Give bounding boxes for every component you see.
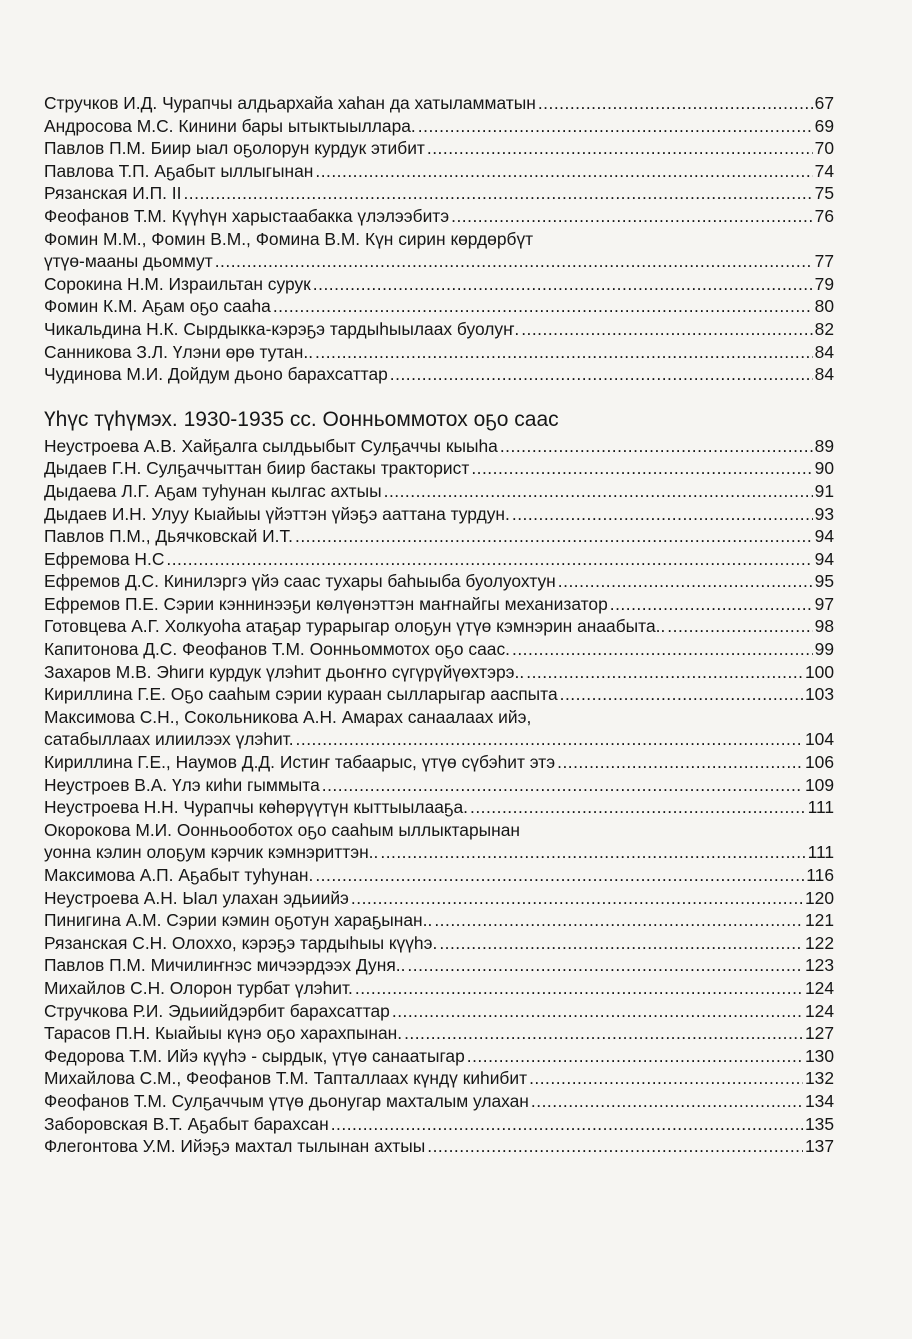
toc-entry-row: [44, 977, 834, 1000]
toc-entry-row: [44, 115, 834, 138]
leader-dots: [315, 864, 804, 887]
leader-dots: [427, 1135, 803, 1158]
leader-dots: [380, 841, 805, 864]
toc-entry-row: [44, 137, 834, 160]
toc-entry: [44, 977, 834, 1000]
page-number: 109: [804, 774, 834, 795]
toc-entry: [44, 774, 834, 797]
toc-entry-row: [44, 480, 834, 503]
toc-entry: [44, 864, 834, 887]
toc-entry: [44, 182, 834, 205]
toc-entry-title: Павлов П.М. Биир ыал оҕолорун курдук этибит: [44, 138, 425, 159]
toc-entry-row: [44, 661, 834, 684]
toc-entry-row: [44, 864, 834, 887]
leader-dots: [296, 728, 803, 751]
toc-entry-title: Федорова Т.М. Ийэ күүһэ - сырдык, үтүө санаатыгар: [44, 1045, 465, 1066]
toc-entry: [44, 457, 834, 480]
toc-entry: [44, 1022, 834, 1045]
leader-dots: [558, 570, 813, 593]
toc-entry-title: Кириллина Г.Е. Оҕо сааһым сэрии кураан сылларыгар ааспыта: [44, 684, 558, 705]
leader-dots: [183, 182, 812, 205]
leader-dots: [384, 480, 813, 503]
toc-entry: [44, 932, 834, 955]
page-number: 90: [814, 458, 834, 479]
toc-entry-row: [44, 318, 834, 341]
leader-dots: [427, 137, 813, 160]
page-number: 97: [814, 593, 834, 614]
toc-entry: [44, 273, 834, 296]
leader-dots: [557, 751, 803, 774]
toc-entry-row: [44, 435, 834, 458]
leader-dots: [390, 363, 813, 386]
page-number: 82: [814, 318, 834, 339]
page-number: 84: [814, 364, 834, 385]
toc-entry-title: Рязанская И.П. II: [44, 183, 182, 204]
section-heading: Үһүс түһүмэх. 1930-1935 сс. Оонньоммотох оҕо саас: [44, 407, 559, 431]
toc-entry-row: [44, 774, 834, 797]
page-number: 121: [804, 910, 834, 931]
toc-entry: [44, 683, 834, 706]
toc-entry: [44, 205, 834, 228]
leader-dots: [560, 683, 803, 706]
leader-dots: [434, 909, 803, 932]
page-number: 124: [804, 1000, 834, 1021]
toc-entry-title: Готовцева А.Г. Холкуоһа атаҕар турарыгар олоҕун үтүө кэмнэрин анаабыта..: [44, 616, 666, 637]
toc-entry: [44, 295, 834, 318]
toc-entry-row: [44, 205, 834, 228]
page-number: 98: [814, 616, 834, 637]
page-number: 75: [814, 183, 834, 204]
toc-group-first: [44, 92, 834, 386]
toc-entry-row: [44, 363, 834, 386]
toc-entry-title: Михайлова С.М., Феофанов Т.М. Тапталлаах күндү киһибит: [44, 1068, 528, 1089]
toc-entry-row: [44, 887, 834, 910]
leader-dots: [451, 205, 813, 228]
toc-entry-title: Кириллина Г.Е., Наумов Д.Д. Истиҥ табаарыс, үтүө сүбэһит этэ: [44, 752, 556, 773]
page-number: 132: [804, 1068, 834, 1089]
toc-entry-title: Неустроева Н.Н. Чурапчы көһөрүүтүн кыттыылааҕа.: [44, 797, 468, 818]
toc-entry-title: Фомин К.М. Аҕам оҕо сааһа: [44, 296, 271, 317]
page-number: 91: [814, 480, 834, 501]
leader-dots: [512, 503, 813, 526]
toc-entry-title: Дыдаев Г.Н. Сулҕаччыттан биир бастакы тракторист: [44, 458, 470, 479]
page-number: 80: [814, 296, 834, 317]
toc-entry-row: [44, 503, 834, 526]
toc-entry-title: Дыдаев И.Н. Улуу Кыайыы үйэттэн үйэҕэ ааттана турдун.: [44, 503, 510, 524]
toc-entry-title: Стручков И.Д. Чурапчы алдьархайа хаһан да хатыламматын: [44, 93, 536, 113]
toc-entry-title: Сорокина Н.М. Израильтан сурук: [44, 273, 311, 294]
toc-entry-title: Михайлов С.Н. Олорон турбат үлэһит.: [44, 977, 353, 998]
toc-entry: [44, 887, 834, 910]
toc-entry: [44, 480, 834, 503]
leader-dots: [215, 250, 813, 273]
page-number: 84: [814, 341, 834, 362]
toc-entry: [44, 525, 834, 548]
toc-entry-row: [44, 932, 834, 955]
toc-entry-row: [44, 638, 834, 661]
toc-entry-row: [44, 570, 834, 593]
page-number: 116: [806, 865, 834, 885]
page-number: 111: [807, 842, 834, 863]
toc-entry: [44, 435, 834, 458]
page-number: 79: [814, 273, 834, 294]
toc-entry-title: Ефремов Д.С. Кинилэргэ үйэ саас тухары баһыыба буолуохтун: [44, 571, 556, 592]
toc-entry-title: Неустроева А.В. Хайҕалга сылдьыбыт Сулҕаччы кыыһа: [44, 435, 498, 456]
toc-entry-row: [44, 728, 834, 751]
page-number: 111: [807, 797, 834, 818]
toc-entry-title: Тарасов П.Н. Кыайыы күнэ оҕо харахпынан.: [44, 1023, 403, 1044]
toc-entry-row: [44, 683, 834, 706]
toc-entry-title: Пинигина А.М. Сэрии кэмин оҕотун хараҕынан..: [44, 910, 433, 931]
toc-entry-row: [44, 1067, 834, 1090]
toc-entry-title: Феофанов Т.М. Күүһүн харыстаабакка үлэлээбитэ: [44, 205, 450, 226]
toc-entry-title: Андросова М.С. Кинини бары ытыктыыллара.: [44, 115, 416, 136]
page-number: 94: [814, 548, 834, 569]
toc-entry: [44, 1045, 834, 1068]
page-number: 67: [814, 93, 834, 113]
toc-entry: [44, 363, 834, 386]
page-number: 95: [814, 571, 834, 592]
page-number: 69: [814, 115, 834, 136]
toc-entry: [44, 1113, 834, 1136]
toc-entry: [44, 570, 834, 593]
toc-entry-title: Неустроев В.А. Үлэ киһи гыммыта: [44, 774, 320, 795]
toc-entry-title: сатабыллаах илиилээх үлэһит.: [44, 729, 294, 750]
toc-entry-row: [44, 1090, 834, 1113]
page-number: 124: [804, 977, 834, 998]
page-number: 120: [804, 887, 834, 908]
toc-entry-row: [44, 182, 834, 205]
toc-entry-title: уонна кэлин олоҕум кэрчик кэмнэриттэн..: [44, 842, 379, 863]
toc-entry-row: [44, 273, 834, 296]
toc-entry-row: [44, 548, 834, 571]
toc-entry-title: Чикальдина Н.К. Сырдыкка-кэрэҕэ тардыһыылаах буолуҥ.: [44, 318, 520, 339]
toc-entry-title-line: Фомин М.М., Фомин В.М., Фомина В.М. Күн сирин көрдөрбүт: [44, 228, 534, 249]
toc-entry-title: Капитонова Д.С. Феофанов Т.М. Оонньоммотох оҕо саас.: [44, 639, 510, 660]
toc-entry-title: Ефремов П.Е. Сэрии кэннинээҕи көлүөнэттэн маҥнайгы механизатор: [44, 593, 608, 614]
toc-entry-title: Неустроева А.Н. Ыал улахан эдьиийэ: [44, 887, 349, 908]
page-number: 135: [804, 1113, 834, 1134]
toc-entry-row: [44, 909, 834, 932]
toc-entry-row: [44, 796, 834, 819]
page-number: 93: [814, 503, 834, 524]
leader-dots: [521, 318, 812, 341]
toc-entry-title: Павлова Т.П. Аҕабыт ыллыгынан: [44, 160, 314, 181]
leader-dots: [315, 160, 812, 183]
toc-entry-title: Рязанская С.Н. Олоххо, кэрэҕэ тардыһыы күүһэ.: [44, 932, 438, 953]
toc-entry-title: Павлов П.М. Мичилиҥнэс мичээрдээх Дуня..: [44, 955, 406, 976]
toc-entry: [44, 548, 834, 571]
toc-entry: [44, 615, 834, 638]
leader-dots: [315, 341, 813, 364]
toc-entry-title: Стручкова Р.И. Эдьиийдэрбит барахсаттар: [44, 1000, 390, 1021]
toc-entry-title: Ефремова Н.С: [44, 548, 165, 569]
toc-entry: [44, 503, 834, 526]
leader-dots: [295, 525, 813, 548]
toc-entry-row: [44, 295, 834, 318]
toc-entry: [44, 751, 834, 774]
toc-entry-row: [44, 615, 834, 638]
toc-entry-title: Флегонтова У.М. Ийэҕэ махтал тылынан ахтыы: [44, 1136, 426, 1157]
toc-entry-row: [44, 1113, 834, 1136]
leader-dots: [526, 661, 803, 684]
leader-dots: [404, 1022, 803, 1045]
toc-entry-title: Максимова А.П. Аҕабыт туһунан.: [44, 865, 314, 885]
toc-entry-row: [44, 1045, 834, 1068]
page-number: 89: [814, 435, 834, 456]
toc-entry: [44, 92, 834, 115]
leader-dots: [331, 1113, 803, 1136]
leader-dots: [351, 887, 803, 910]
leader-dots: [512, 638, 813, 661]
toc-entry-row: [44, 593, 834, 616]
toc-entry: [44, 909, 834, 932]
toc-entry-row: [44, 525, 834, 548]
toc-entry: [44, 1090, 834, 1113]
page-number: 76: [814, 205, 834, 226]
page-number: 122: [804, 932, 834, 953]
page-number: 130: [804, 1045, 834, 1066]
toc-entry-row: [44, 841, 834, 864]
toc-entry-title: Дыдаева Л.Г. Аҕам туһунан кылгас ахтыы: [44, 480, 382, 501]
toc-entry: [44, 1067, 834, 1090]
toc-entry: [44, 638, 834, 661]
page-number: 106: [804, 752, 834, 773]
leader-dots: [273, 295, 813, 318]
leader-dots: [407, 954, 803, 977]
toc-entry: [44, 1000, 834, 1023]
toc-entry: [44, 593, 834, 616]
leader-dots: [610, 593, 813, 616]
toc-entry-row: [44, 1022, 834, 1045]
page-number: 104: [804, 729, 834, 750]
leader-dots: [467, 1045, 803, 1068]
toc-entry-row: [44, 751, 834, 774]
toc-entry: [44, 706, 834, 751]
page-number: 99: [814, 639, 834, 660]
toc-entry: [44, 954, 834, 977]
page-number: 134: [804, 1090, 834, 1111]
toc-entry-row: [44, 954, 834, 977]
page-number: 70: [814, 138, 834, 159]
leader-dots: [166, 548, 812, 571]
leader-dots: [313, 273, 813, 296]
toc-entry: [44, 228, 834, 273]
toc-entry-title: Санникова З.Л. Үлэни өрө тутан..: [44, 341, 314, 362]
toc-entry-title: Павлов П.М., Дьячковскай И.Т.: [44, 526, 294, 547]
leader-dots: [439, 932, 803, 955]
toc-entry-row: [44, 92, 834, 115]
toc-entry-title: Чудинова М.И. Дойдум дьоно барахсаттар: [44, 364, 388, 385]
toc-entry-row: [44, 1000, 834, 1023]
page-number: 94: [814, 526, 834, 547]
toc-entry-row: [44, 160, 834, 183]
toc-entry: [44, 137, 834, 160]
toc-entry-title: Феофанов Т.М. Сулҕаччым үтүө дьонугар махталым улахан: [44, 1090, 529, 1111]
toc-entry-title: Захаров М.В. Эһиги курдук үлэһит дьоҥҥо сүгүрүйүөхтэрэ..: [44, 661, 525, 682]
leader-dots: [667, 615, 812, 638]
toc-entry-title-line: Максимова С.Н., Сокольникова А.Н. Амарах санаалаах ийэ,: [44, 706, 532, 727]
page-number: 127: [804, 1023, 834, 1044]
page-number: 103: [804, 684, 834, 705]
toc-entry: [44, 115, 834, 138]
page-number: 77: [814, 251, 834, 272]
leader-dots: [418, 115, 813, 138]
page-number: 137: [804, 1136, 834, 1157]
leader-dots: [531, 1090, 803, 1113]
page-number: 74: [814, 160, 834, 181]
toc-entry: [44, 1135, 834, 1158]
toc-entry-title: Заборовская В.Т. Аҕабыт барахсан: [44, 1113, 329, 1134]
toc-entry: [44, 796, 834, 819]
table-of-contents: [44, 92, 834, 1158]
toc-entry-title: үтүө-мааны дьоммут: [44, 251, 213, 272]
toc-entry-row: [44, 1135, 834, 1158]
toc-entry-row: [44, 250, 834, 273]
leader-dots: [538, 92, 813, 115]
leader-dots: [392, 1000, 803, 1023]
leader-dots: [355, 977, 803, 1000]
toc-entry-row: [44, 341, 834, 364]
toc-group-second: [44, 435, 834, 1158]
leader-dots: [322, 774, 803, 797]
toc-entry: [44, 661, 834, 684]
toc-entry: [44, 160, 834, 183]
toc-entry: [44, 341, 834, 364]
leader-dots: [529, 1067, 803, 1090]
page-number: 123: [804, 955, 834, 976]
leader-dots: [471, 457, 812, 480]
leader-dots: [470, 796, 806, 819]
toc-entry-title-line: Окорокова М.И. Оонньооботох оҕо сааһым ыллыктарынан: [44, 819, 520, 840]
toc-entry-row: [44, 457, 834, 480]
page-number: 100: [804, 661, 834, 682]
leader-dots: [500, 435, 813, 458]
toc-entry: [44, 318, 834, 341]
toc-entry: [44, 819, 834, 864]
